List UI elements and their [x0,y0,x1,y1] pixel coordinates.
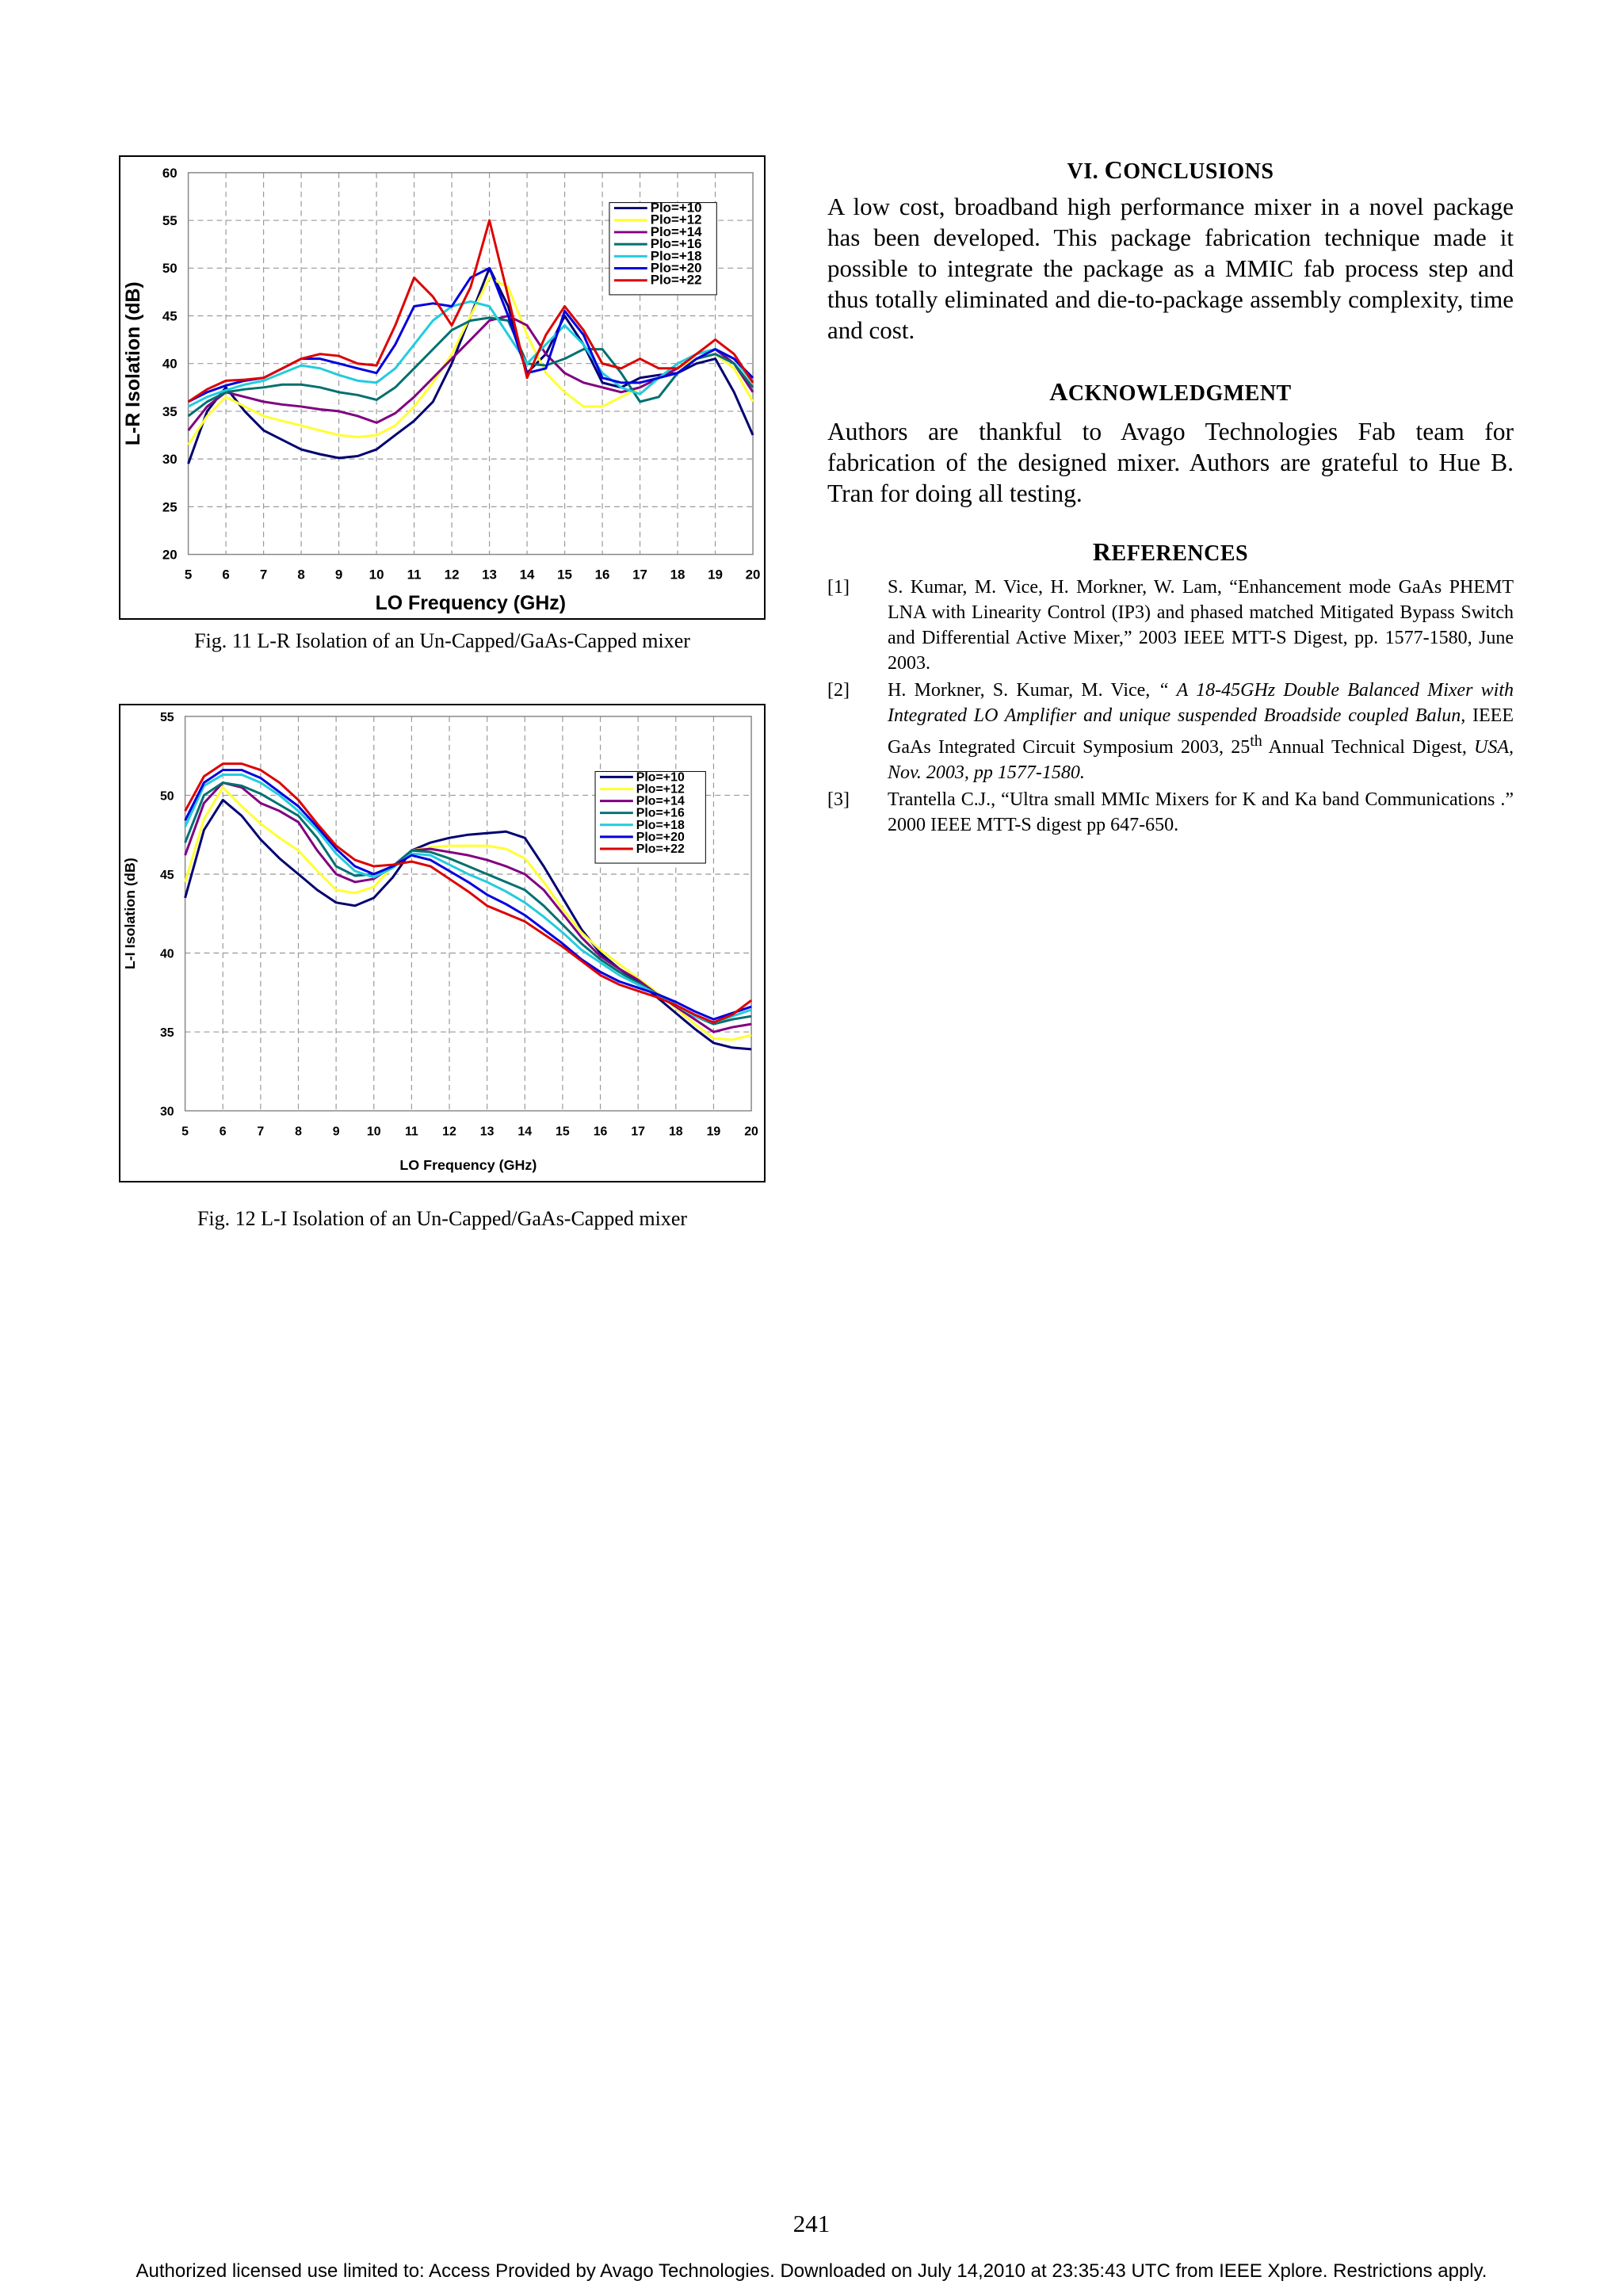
reference-2-digest: Annual Technical Digest, [1262,737,1475,758]
reference-3-text: Trantella C.J., “Ultra small MMIc Mixers for K and Ka band Communications .” 2000 IEEE MTT-S digest pp 647-650. [888,789,1514,835]
x-tick-label: 19 [706,1125,721,1139]
reference-3 [827,787,1514,838]
y-tick-label: 55 [162,213,178,229]
x-tick-label: 18 [670,567,685,583]
y-tick-label: 40 [159,947,174,961]
series-line-plo16 [189,318,753,416]
reference-2-authors: H. Morkner, S. Kumar, M. Vice, [888,680,1159,701]
legend-label: Plo=+20 [636,830,685,844]
figure-12-caption: Fig. 12 L-I Isolation of an Un-Capped/GaAs-Capped mixer [197,1207,688,1230]
legend-label: Plo=+16 [636,806,685,820]
conclusions-text: A low cost, broadband high performance mixer in a novel package has been developed. This package fabrication technique made it possible to integrate the package as a MMIC fab process step and thus totally eliminated and die-to-package assembly complexity, time and cost. [827,193,1514,344]
page-number: 241 [792,2210,831,2237]
references-title-rest: EFERENCES [1111,541,1249,566]
references-heading [827,537,1514,567]
x-tick-label: 20 [744,1125,758,1139]
y-tick-label: 35 [162,403,178,419]
x-tick-label: 7 [257,1125,265,1139]
y-tick-label: 50 [159,789,174,804]
legend-label: Plo=+10 [636,770,685,785]
reference-1-text: S. Kumar, M. Vice, H. Morkner, W. Lam, “Enhancement mode GaAs PHEMT LNA with Linearity Control (IP3) and phased matched Mitigated Bypass Switch and Differential Active Mixer,” 2003 IEEE MTT-S Digest, pp. 1577-1580, June 2003. [888,577,1514,674]
right-column [827,155,1514,838]
x-tick-label: 19 [708,567,723,583]
y-tick-label: 45 [159,868,174,882]
y-tick-label: 60 [162,165,178,181]
y-tick-label: 30 [159,1105,174,1119]
reference-2-venue: IEEE GaAs Integrated Circuit Symposium 2003, 25 [888,705,1514,758]
acknowledgment-text: Authors are thankful to Avago Technologies Fab team for fabrication of the designed mixer. Authors are grateful to Hue B. Tran for doing all testing. [827,418,1514,507]
y-tick-label: 50 [162,261,178,277]
legend-label: Plo=+18 [636,818,685,832]
reference-2 [827,678,1514,785]
x-tick-label: 17 [632,567,647,583]
figure-11-caption: Fig. 11 L-R Isolation of an Un-Capped/GaAs-Capped mixer [194,629,690,652]
y-tick-label: 20 [162,547,178,563]
reference-2-title: “ A 18-45GHz Double Balanced Mixer with Integrated LO Amplifier and unique suspended Broadside coupled Balun, [888,680,1514,726]
reference-2-date: USA, Nov. 2003, pp 1577-1580. [888,737,1514,783]
legend-label: Plo=+22 [650,272,702,288]
x-tick-label: 9 [332,1125,340,1139]
x-tick-label: 11 [407,567,422,583]
legend-label: Plo=+10 [650,200,702,216]
x-tick-label: 15 [556,1125,570,1139]
x-tick-label: 12 [444,567,460,583]
x-tick-label: 14 [517,1125,533,1139]
figure-12-chart [119,704,766,1182]
y-tick-label: 55 [159,710,174,724]
figure-11-chart [119,155,766,620]
y-tick-label: 45 [162,308,178,324]
reference-1-num: [1] [827,577,850,598]
fig12-plot [120,705,764,1181]
x-tick-label: 11 [404,1125,418,1139]
x-tick-label: 5 [184,567,193,583]
x-tick-label: 8 [297,567,305,583]
x-tick-label: 8 [295,1125,302,1139]
y-tick-label: 30 [162,452,178,468]
x-tick-label: 16 [594,567,610,583]
reference-2-sup: th [1250,732,1262,750]
fig11-plot [120,157,764,618]
x-tick-label: 17 [631,1125,646,1139]
legend-label: Plo=+12 [650,212,702,227]
x-tick-label: 5 [181,1125,189,1139]
reference-1 [827,575,1514,676]
footer-notice: Authorized licensed use limited to: Access Provided by Avago Technologies. Downloaded on July 14,2010 at 23:35:43 UTC from IEEE Xplore. Restrictions apply. [136,2260,1487,2282]
reference-2-text [888,678,1514,785]
y-tick-label: 40 [162,356,178,372]
x-axis-title: LO Frequency (GHz) [375,593,567,615]
conclusions-title-first: C [1104,155,1124,184]
legend-label: Plo=+14 [650,223,702,239]
x-tick-label: 14 [519,567,535,583]
x-tick-label: 6 [219,1125,227,1139]
legend-label: Plo=+20 [650,260,702,276]
series-line-plo10 [189,268,753,464]
y-tick-label: 35 [159,1026,174,1041]
conclusions-number: VI. [1067,159,1099,184]
x-tick-label: 13 [479,1125,495,1139]
acknowledgment-heading [827,377,1514,407]
x-tick-label: 18 [668,1125,683,1139]
conclusions-title-rest: ONCLUSIONS [1123,159,1274,184]
reference-2-num: [2] [827,680,850,701]
x-tick-label: 10 [366,1125,381,1139]
x-tick-label: 10 [369,567,384,583]
legend-label: Plo=+22 [636,842,685,856]
x-tick-label: 20 [745,567,761,583]
x-axis-title: LO Frequency (GHz) [399,1157,537,1174]
references-title-first: R [1092,537,1112,566]
y-axis-title: L-R Isolation (dB) [122,281,144,446]
acknowledgment-title-first: A [1049,377,1068,406]
legend-label: Plo=+18 [650,248,702,264]
y-axis-title: L-I Isolation (dB) [121,858,138,970]
reference-3-num: [3] [827,789,850,810]
legend-label: Plo=+16 [650,236,702,252]
x-tick-label: 16 [593,1125,608,1139]
x-tick-label: 6 [222,567,230,583]
conclusions-heading [827,155,1514,185]
x-tick-label: 13 [482,567,497,583]
y-tick-label: 25 [162,499,178,515]
x-tick-label: 15 [557,567,572,583]
legend-label: Plo=+14 [636,794,685,808]
legend-label: Plo=+12 [636,782,685,797]
x-tick-label: 9 [334,567,343,583]
x-tick-label: 12 [442,1125,456,1139]
acknowledgment-title-rest: CKNOWLEDGMENT [1067,381,1292,406]
x-tick-label: 7 [259,567,268,583]
